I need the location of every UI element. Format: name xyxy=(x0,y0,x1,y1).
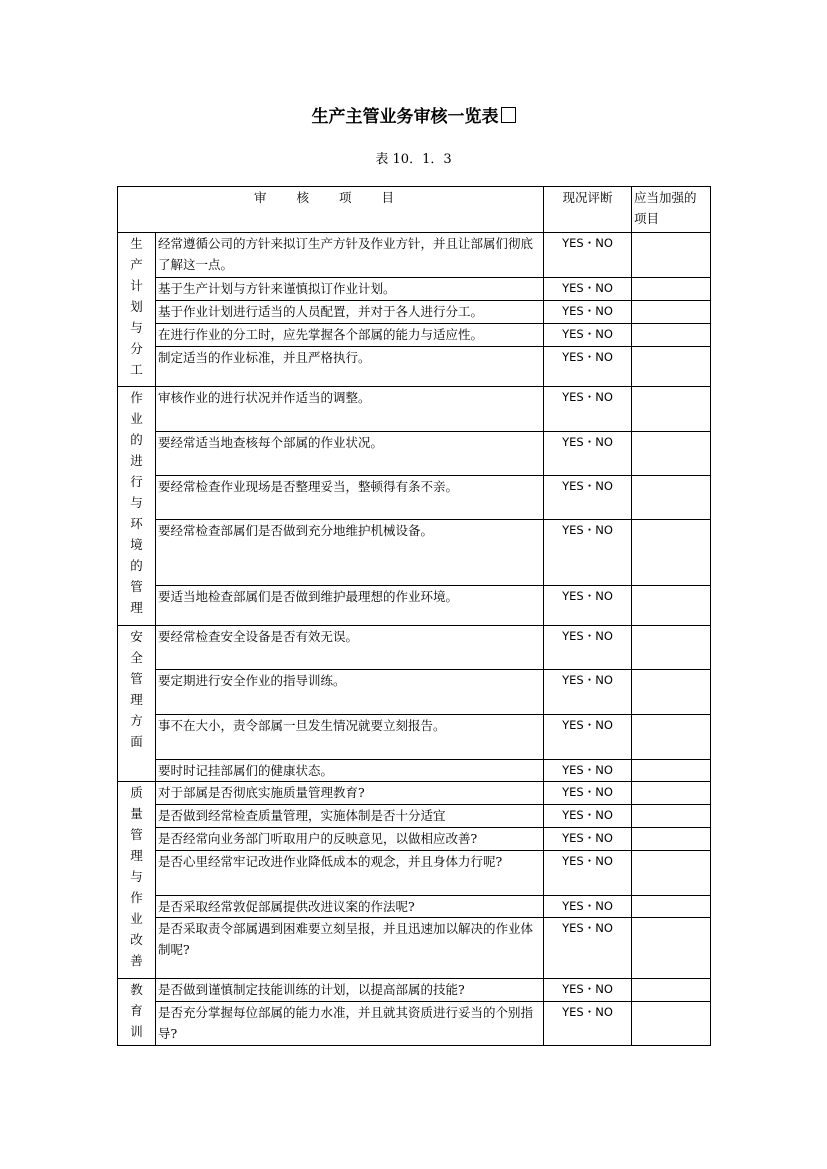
table-number: 表 10．1．3 xyxy=(375,152,452,167)
need-improve-cell[interactable] xyxy=(632,979,711,1002)
need-improve-cell[interactable] xyxy=(632,301,711,324)
document-title xyxy=(0,102,827,127)
evaluation-yes-no[interactable]: YES・NO xyxy=(544,301,632,324)
category-label: 安 全 管 理 方 面 xyxy=(130,629,143,749)
audit-item-text: 事不在大小，责令部属一旦发生情况就要立刻报告。 xyxy=(156,715,544,760)
table-row xyxy=(118,233,711,278)
evaluation-yes-no[interactable]: YES・NO xyxy=(544,626,632,670)
table-row xyxy=(118,586,711,626)
audit-item-text: 要适当地检查部属们是否做到维护最理想的作业环境。 xyxy=(156,586,544,626)
audit-item-text: 要经常检查作业现场是否整理妥当，整顿得有条不亲。 xyxy=(156,476,544,520)
need-improve-cell[interactable] xyxy=(632,626,711,670)
need-improve-cell[interactable] xyxy=(632,670,711,715)
audit-item-text: 制定适当的作业标准，并且严格执行。 xyxy=(156,347,544,387)
need-improve-cell[interactable] xyxy=(632,324,711,347)
audit-item-text: 是否经常向业务部门听取用户的反映意见，以做相应改善? xyxy=(156,828,544,851)
audit-item-text: 要经常适当地查核每个部属的作业状况。 xyxy=(156,432,544,476)
need-improve-cell[interactable] xyxy=(632,918,711,979)
header-row xyxy=(118,187,711,233)
need-improve-cell[interactable] xyxy=(632,476,711,520)
table-row xyxy=(118,278,711,301)
category-label: 质 量 管 理 与 作 业 改 善 xyxy=(130,785,143,968)
evaluation-yes-no[interactable]: YES・NO xyxy=(544,670,632,715)
table-row xyxy=(118,1002,711,1046)
need-improve-cell[interactable] xyxy=(632,715,711,760)
table-row xyxy=(118,387,711,432)
evaluation-yes-no[interactable]: YES・NO xyxy=(544,979,632,1002)
audit-item-text: 是否做到经常检查质量管理，实施体制是否十分适宜 xyxy=(156,805,544,828)
table-row xyxy=(118,896,711,918)
table-row xyxy=(118,805,711,828)
table-row xyxy=(118,715,711,760)
need-improve-cell[interactable] xyxy=(632,851,711,896)
need-improve-cell[interactable] xyxy=(632,347,711,387)
audit-item-text: 是否心里经常牢记改进作业降低成本的观念，并且身体力行呢? xyxy=(156,851,544,896)
evaluation-yes-no[interactable]: YES・NO xyxy=(544,782,632,805)
audit-item-text: 基于生产计划与方针来谨慎拟订作业计划。 xyxy=(156,278,544,301)
evaluation-yes-no[interactable]: YES・NO xyxy=(544,476,632,520)
evaluation-yes-no[interactable]: YES・NO xyxy=(544,324,632,347)
title-text: 生产主管业务审核一览表 xyxy=(311,107,499,127)
audit-item-text: 对于部属是否彻底实施质量管理教育? xyxy=(156,782,544,805)
audit-item-text: 是否做到谨慎制定技能训练的计划，以提高部属的技能? xyxy=(156,979,544,1002)
need-improve-cell[interactable] xyxy=(632,896,711,918)
need-improve-cell[interactable] xyxy=(632,520,711,586)
audit-item-text: 要经常检查安全设备是否有效无误。 xyxy=(156,626,544,670)
evaluation-yes-no[interactable]: YES・NO xyxy=(544,805,632,828)
table-row xyxy=(118,670,711,715)
table-row xyxy=(118,918,711,979)
table-row xyxy=(118,979,711,1002)
evaluation-yes-no[interactable]: YES・NO xyxy=(544,760,632,782)
table-row xyxy=(118,301,711,324)
audit-item-text: 要经常检查部属们是否做到充分地维护机械设备。 xyxy=(156,520,544,586)
audit-table xyxy=(117,186,711,1046)
need-improve-cell[interactable] xyxy=(632,586,711,626)
table-row xyxy=(118,432,711,476)
table-row xyxy=(118,347,711,387)
evaluation-yes-no[interactable]: YES・NO xyxy=(544,828,632,851)
audit-item-text: 是否充分掌握每位部属的能力水准，并且就其资质进行妥当的个别指导? xyxy=(156,1002,544,1046)
category-label: 生 产 计 划 与 分 工 xyxy=(130,236,143,377)
table-row xyxy=(118,782,711,805)
need-improve-cell[interactable] xyxy=(632,278,711,301)
evaluation-yes-no[interactable]: YES・NO xyxy=(544,278,632,301)
table-row xyxy=(118,760,711,782)
need-improve-cell[interactable] xyxy=(632,828,711,851)
need-improve-cell[interactable] xyxy=(632,782,711,805)
evaluation-yes-no[interactable]: YES・NO xyxy=(544,896,632,918)
audit-item-text: 是否采取责令部属遇到困难要立刻呈报，并且迅速加以解决的作业体制呢? xyxy=(156,918,544,979)
evaluation-yes-no[interactable]: YES・NO xyxy=(544,918,632,979)
table-row xyxy=(118,851,711,896)
category-label: 作 业 的 进 行 与 环 境 的 管 理 xyxy=(130,390,143,615)
audit-item-text: 在进行作业的分工时，应先掌握各个部属的能力与适应性。 xyxy=(156,324,544,347)
need-improve-cell[interactable] xyxy=(632,760,711,782)
audit-item-text: 审核作业的进行状况并作适当的调整。 xyxy=(156,387,544,432)
audit-item-text: 要定期进行安全作业的指导训练。 xyxy=(156,670,544,715)
audit-item-text: 经常遵循公司的方针来拟订生产方针及作业方针，并且让部属们彻底了解这一点。 xyxy=(156,233,544,278)
need-improve-cell[interactable] xyxy=(632,1002,711,1046)
audit-item-text: 是否采取经常敦促部属提供改进议案的作法呢? xyxy=(156,896,544,918)
table-row xyxy=(118,828,711,851)
evaluation-yes-no[interactable]: YES・NO xyxy=(544,347,632,387)
table-row xyxy=(118,324,711,347)
audit-item-text: 要时时记挂部属们的健康状态。 xyxy=(156,760,544,782)
table-row xyxy=(118,626,711,670)
header-evaluation: 现况评断 xyxy=(544,187,632,233)
need-improve-cell[interactable] xyxy=(632,805,711,828)
evaluation-yes-no[interactable]: YES・NO xyxy=(544,233,632,278)
category-cell xyxy=(118,626,156,782)
header-need-improve: 应当加强的项目 xyxy=(632,187,711,233)
need-improve-cell[interactable] xyxy=(632,387,711,432)
category-cell xyxy=(118,233,156,387)
evaluation-yes-no[interactable]: YES・NO xyxy=(544,1002,632,1046)
category-cell xyxy=(118,387,156,626)
audit-item-text: 基于作业计划进行适当的人员配置，并对于各人进行分工。 xyxy=(156,301,544,324)
table-row xyxy=(118,476,711,520)
table-row xyxy=(118,520,711,586)
evaluation-yes-no[interactable]: YES・NO xyxy=(544,387,632,432)
placeholder-box-icon xyxy=(501,107,516,123)
evaluation-yes-no[interactable]: YES・NO xyxy=(544,586,632,626)
need-improve-cell[interactable] xyxy=(632,432,711,476)
evaluation-yes-no[interactable]: YES・NO xyxy=(544,432,632,476)
header-audit-item: 审 核 项 目 xyxy=(118,187,544,233)
need-improve-cell[interactable] xyxy=(632,233,711,278)
category-cell xyxy=(118,979,156,1046)
evaluation-yes-no[interactable]: YES・NO xyxy=(544,851,632,896)
evaluation-yes-no[interactable]: YES・NO xyxy=(544,715,632,760)
category-label: 教 育 训 xyxy=(130,982,143,1039)
evaluation-yes-no[interactable]: YES・NO xyxy=(544,520,632,586)
category-cell xyxy=(118,782,156,979)
